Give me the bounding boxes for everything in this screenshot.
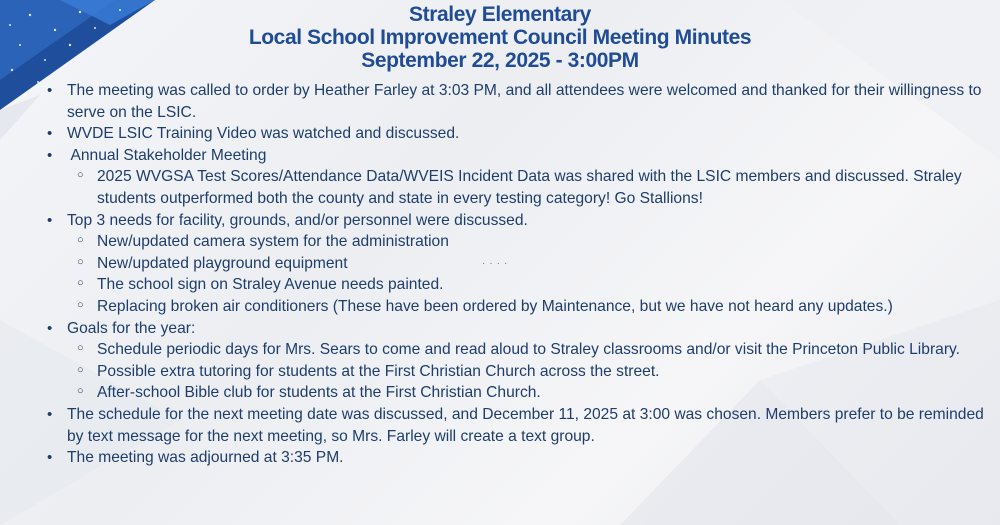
sub-list-item <box>47 166 997 209</box>
item-text: Annual Stakeholder Meeting <box>67 146 267 164</box>
sub-list-item <box>47 361 997 383</box>
circle-bullet-icon <box>77 381 84 403</box>
sub-item-text: Possible extra tutoring for students at the First Christian Church across the street. <box>97 362 660 380</box>
list-item <box>47 80 997 123</box>
list-item <box>47 123 997 145</box>
document-header <box>0 3 1000 72</box>
sub-list-item <box>47 231 997 253</box>
circle-bullet-icon <box>77 273 84 295</box>
list-item <box>47 447 997 469</box>
sub-list-item <box>47 382 997 404</box>
list-item <box>47 210 997 232</box>
list-item <box>47 145 997 167</box>
sub-list-item <box>47 274 997 296</box>
meeting-date: September 22, 2025 - 3:00PM <box>361 49 639 72</box>
school-name: Straley Elementary <box>409 3 591 26</box>
bullet-icon <box>47 404 61 426</box>
document-title: Local School Improvement Council Meeting Minutes <box>248 26 752 49</box>
sub-item-text: Schedule periodic days for Mrs. Sears to come and read aloud to Straley classrooms and/or visit the Princeton Public Library. <box>97 341 960 359</box>
circle-bullet-icon <box>77 295 84 317</box>
bullet-icon <box>47 123 61 145</box>
item-text: The meeting was adjourned at 3:35 PM. <box>67 449 344 467</box>
sub-item-text: New/updated playground equipment <box>97 254 348 272</box>
circle-bullet-icon <box>77 252 84 274</box>
item-text: WVDE LSIC Training Video was watched and discussed. <box>67 125 460 143</box>
item-text: The schedule for the next meeting date was discussed, and December 11, 2025 at 3:00 was chosen. Members prefer to be reminded by text message for the next meeting, so Mrs. Farley will create a text group. <box>67 405 984 445</box>
sub-list-item <box>47 339 997 361</box>
item-text: The meeting was called to order by Heather Farley at 3:03 PM, and all attendees were welcomed and thanked for their willingness to serve on the LSIC. <box>67 82 982 121</box>
bullet-icon <box>47 210 61 232</box>
list-item <box>47 404 997 447</box>
sub-item-text: The school sign on Straley Avenue needs painted. <box>97 276 444 294</box>
list-item <box>47 318 997 340</box>
circle-bullet-icon <box>77 338 84 360</box>
circle-bullet-icon <box>77 360 84 382</box>
bullet-icon <box>47 447 61 469</box>
bullet-icon <box>47 318 61 340</box>
item-text: Goals for the year: <box>67 319 196 337</box>
bullet-icon <box>47 145 61 167</box>
sub-item-text: After-school Bible club for students at the First Christian Church. <box>97 384 541 402</box>
circle-bullet-icon <box>77 165 84 187</box>
minutes-list <box>47 80 997 469</box>
sub-list-item <box>47 296 997 318</box>
sub-item-text: Replacing broken air conditioners (These have been ordered by Maintenance, but we have not heard any updates.) <box>97 297 893 315</box>
item-text: Top 3 needs for facility, grounds, and/or personnel were discussed. <box>67 211 528 229</box>
sub-item-text: 2025 WVGSA Test Scores/Attendance Data/WVEIS Incident Data was shared with the LSIC members and discussed. Straley students outperformed both the county and state in every testing category! Go Stallions! <box>97 168 962 207</box>
decorative-dots: ···· <box>482 258 512 269</box>
bullet-icon <box>47 80 61 102</box>
sub-item-text: New/updated camera system for the administration <box>97 233 449 251</box>
sub-list-item <box>47 253 997 275</box>
circle-bullet-icon <box>77 230 84 252</box>
